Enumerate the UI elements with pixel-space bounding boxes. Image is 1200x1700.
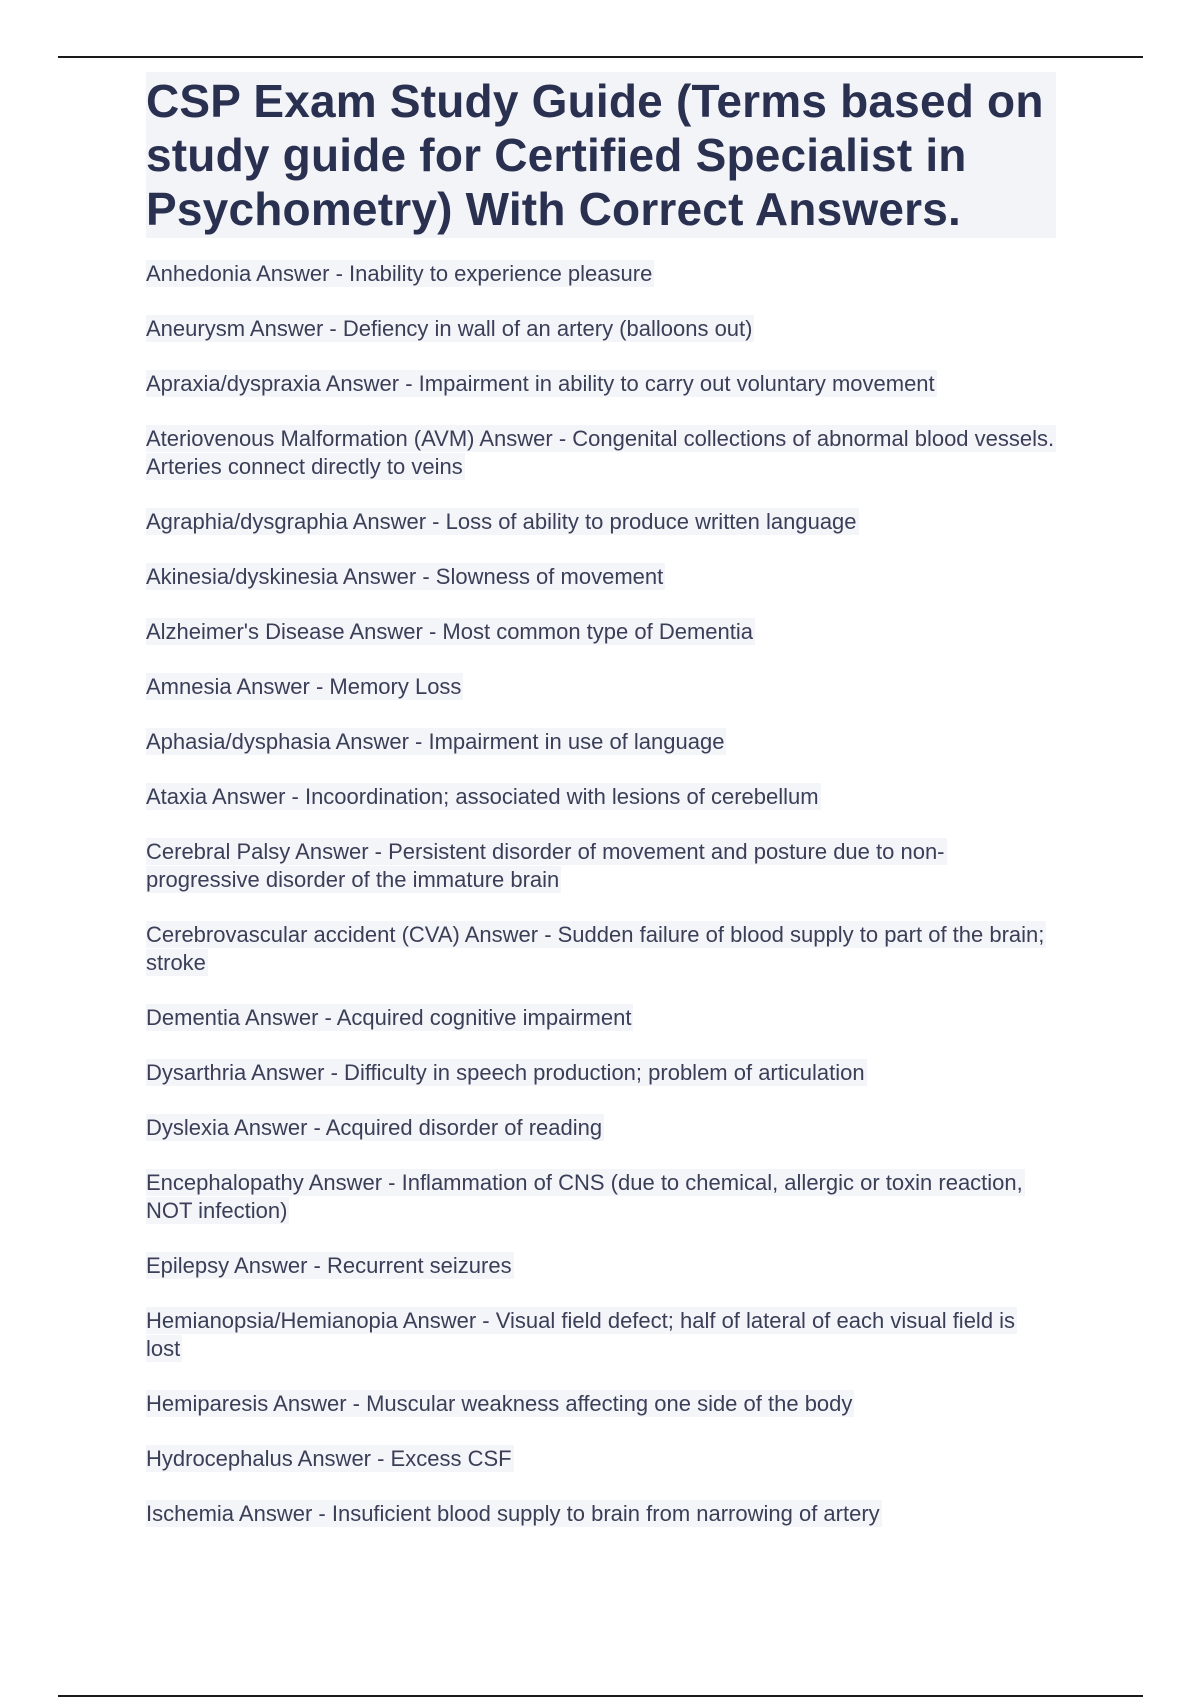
- term-text: Cerebral Palsy Answer - Persistent disorder of movement and posture due to non-progressive disorder of the immature brain: [146, 839, 945, 892]
- term-item: [146, 1004, 1056, 1032]
- term-item: [146, 1252, 1056, 1280]
- term-text: Dementia Answer - Acquired cognitive impairment: [146, 1005, 632, 1030]
- term-text: Dyslexia Answer - Acquired disorder of reading: [146, 1115, 603, 1140]
- term-text: Alzheimer's Disease Answer - Most common type of Dementia: [146, 619, 753, 644]
- term-item: [146, 1445, 1056, 1473]
- term-text: Cerebrovascular accident (CVA) Answer - Sudden failure of blood supply to part of the brain; stroke: [146, 922, 1045, 975]
- top-rule: [58, 56, 1143, 58]
- term-item: [146, 1114, 1056, 1142]
- term-item: [146, 1059, 1056, 1087]
- term-text: Encephalopathy Answer - Inflammation of CNS (due to chemical, allergic or toxin reaction, NOT infection): [146, 1170, 1023, 1223]
- term-text: Aphasia/dysphasia Answer - Impairment in use of language: [146, 729, 725, 754]
- term-item: [146, 838, 1056, 894]
- term-text: Aneurysm Answer - Defiency in wall of an artery (balloons out): [146, 316, 753, 341]
- term-text: Anhedonia Answer - Inability to experience pleasure: [146, 261, 653, 286]
- bottom-rule: [58, 1695, 1143, 1697]
- term-text: Hydrocephalus Answer - Excess CSF: [146, 1446, 512, 1471]
- term-text: Hemianopsia/Hemianopia Answer - Visual field defect; half of lateral of each visual field is lost: [146, 1308, 1016, 1361]
- document-body: [146, 72, 1056, 1555]
- term-item: [146, 425, 1056, 481]
- term-text: Apraxia/dyspraxia Answer - Impairment in ability to carry out voluntary movement: [146, 371, 935, 396]
- term-item: [146, 370, 1056, 398]
- term-text: Agraphia/dysgraphia Answer - Loss of ability to produce written language: [146, 509, 857, 534]
- term-text: Ateriovenous Malformation (AVM) Answer - Congenital collections of abnormal blood vessels. Arteries connect directly to veins: [146, 426, 1055, 479]
- term-item: [146, 728, 1056, 756]
- term-text: Akinesia/dyskinesia Answer - Slowness of movement: [146, 564, 664, 589]
- term-text: Epilepsy Answer - Recurrent seizures: [146, 1253, 512, 1278]
- term-item: [146, 1500, 1056, 1528]
- document-title: CSP Exam Study Guide (Terms based on study guide for Certified Specialist in Psychometry) With Correct Answers.: [146, 75, 1044, 235]
- term-text: Ataxia Answer - Incoordination; associated with lesions of cerebellum: [146, 784, 819, 809]
- term-text: Dysarthria Answer - Difficulty in speech production; problem of articulation: [146, 1060, 865, 1085]
- term-item: [146, 783, 1056, 811]
- term-item: [146, 315, 1056, 343]
- term-list: [146, 260, 1056, 1528]
- term-text: Hemiparesis Answer - Muscular weakness affecting one side of the body: [146, 1391, 853, 1416]
- term-item: [146, 563, 1056, 591]
- term-item: [146, 618, 1056, 646]
- term-item: [146, 260, 1056, 288]
- term-text: Amnesia Answer - Memory Loss: [146, 674, 462, 699]
- term-item: [146, 1169, 1056, 1225]
- term-item: [146, 1307, 1056, 1363]
- term-item: [146, 921, 1056, 977]
- term-item: [146, 1390, 1056, 1418]
- term-item: [146, 673, 1056, 701]
- title-block: [146, 72, 1056, 238]
- term-text: Ischemia Answer - Insuficient blood supply to brain from narrowing of artery: [146, 1501, 880, 1526]
- term-item: [146, 508, 1056, 536]
